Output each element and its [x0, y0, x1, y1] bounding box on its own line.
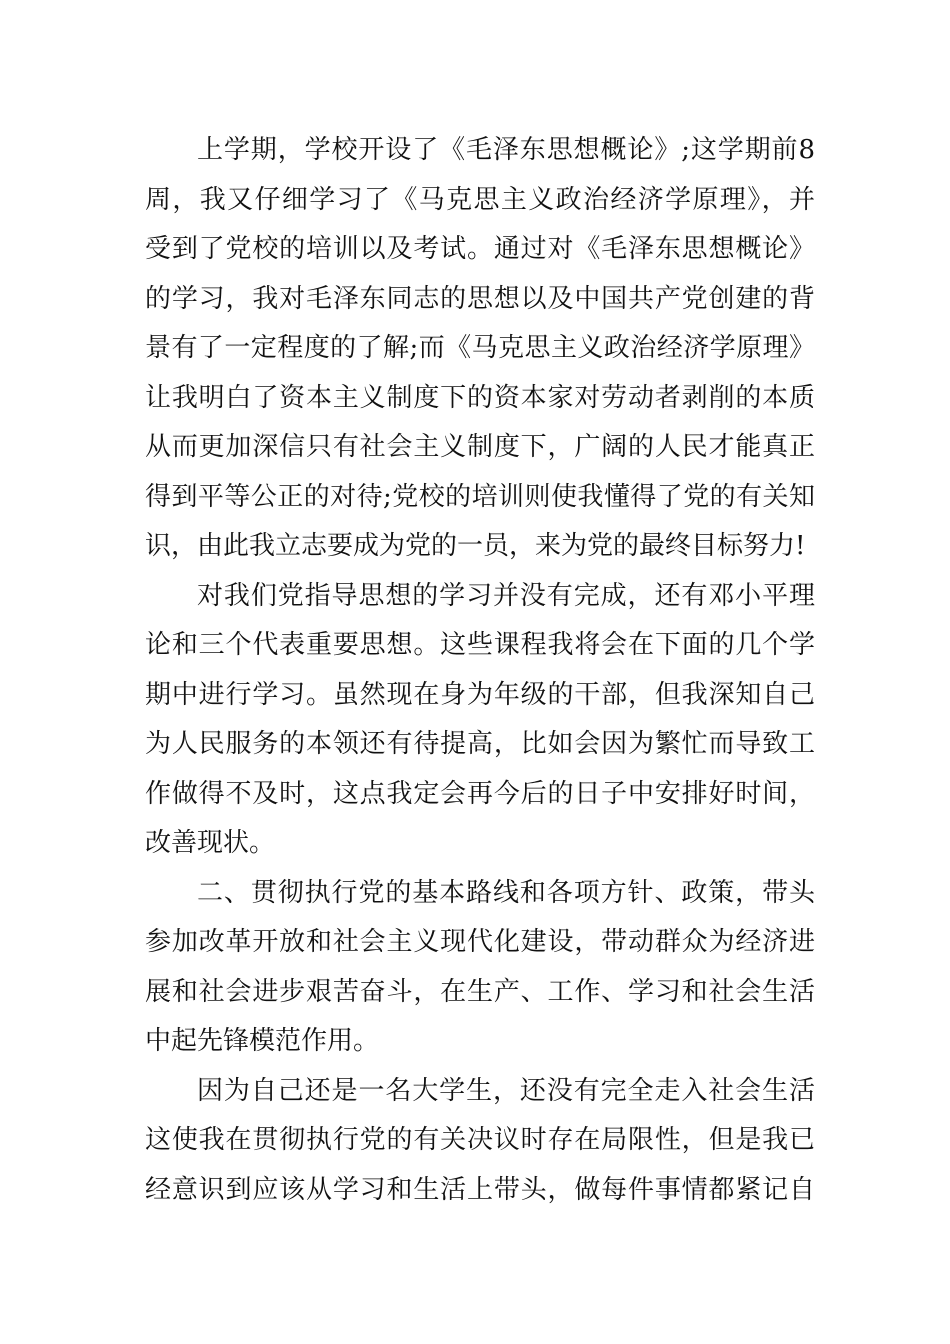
paragraph-study-theory — [145, 126, 815, 572]
text-line: 的学习，我对毛泽东同志的思想以及中国共产党创建的背 — [145, 283, 815, 314]
document-body — [145, 126, 815, 1215]
text-line: 对我们党指导思想的学习并没有完成，还有邓小平理 — [197, 580, 815, 611]
text-line: 上学期，学校开设了《毛泽东思想概论》;这学期前8 — [197, 135, 815, 165]
text-line: 因为自己还是一名大学生，还没有完全走入社会生活 — [197, 1075, 815, 1106]
text-line: 展和社会进步艰苦奋斗，在生产、工作、学习和社会生活 — [145, 976, 815, 1007]
text-line: 景有了一定程度的了解;而《马克思主义政治经济学原理》 — [145, 333, 815, 363]
text-line: 让我明白了资本主义制度下的资本家对劳动者剥削的本质 — [145, 382, 815, 413]
text-line: 二、贯彻执行党的基本路线和各项方针、政策，带头 — [197, 877, 815, 908]
text-line: 经意识到应该从学习和生活上带头，做每件事情都紧记自 — [145, 1174, 815, 1205]
text-line: 识，由此我立志要成为党的一员，来为党的最终目标努力! — [145, 531, 806, 561]
text-line: 期中进行学习。虽然现在身为年级的干部，但我深知自己 — [145, 679, 815, 710]
text-line: 受到了党校的培训以及考试。通过对《毛泽东思想概论》 — [145, 234, 815, 264]
text-line: 为人民服务的本领还有待提高，比如会因为繁忙而导致工 — [145, 729, 815, 759]
text-line: 得到平等公正的对待;党校的培训则使我懂得了党的有关知 — [145, 481, 815, 512]
text-line: 中起先锋模范作用。 — [145, 1026, 380, 1056]
paragraph-section-two-heading — [145, 869, 815, 1067]
text-line: 改善现状。 — [145, 828, 276, 858]
text-line: 参加改革开放和社会主义现代化建设，带动群众为经济进 — [145, 927, 815, 957]
text-line: 作做得不及时，这点我定会再今后的日子中安排好时间， — [145, 778, 815, 809]
text-line: 周，我又仔细学习了《马克思主义政治经济学原理》，并 — [145, 184, 815, 215]
text-line: 论和三个代表重要思想。这些课程我将会在下面的几个学 — [145, 630, 815, 660]
paragraph-student-role — [145, 1067, 815, 1216]
paragraph-further-study — [145, 572, 815, 869]
text-line: 这使我在贯彻执行党的有关决议时存在局限性，但是我已 — [145, 1125, 815, 1155]
text-line: 从而更加深信只有社会主义制度下，广阔的人民才能真正 — [145, 432, 815, 462]
